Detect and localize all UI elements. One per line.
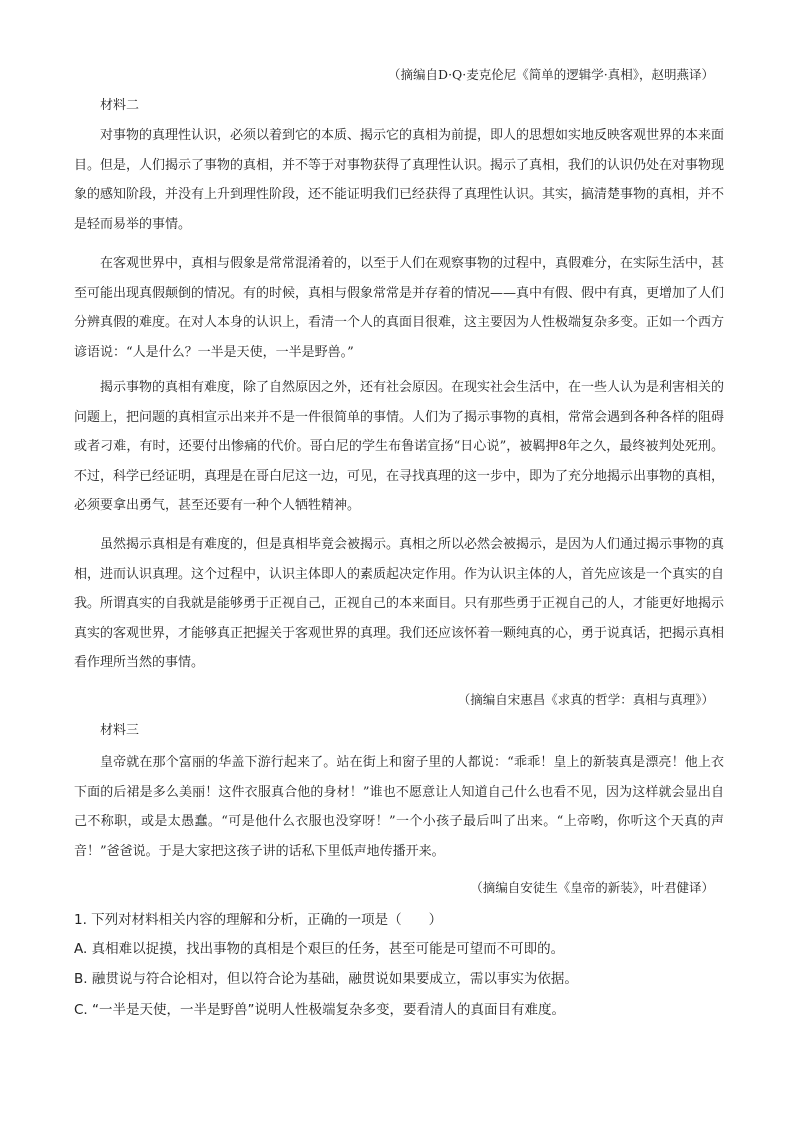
question-option-c: C. “一半是天使，一半是野兽”说明人性极端复杂多变，要看清人的真面目有难度。 <box>74 1002 565 1018</box>
material2-paragraph-1: 对事物的真理性认识，必须以着到它的本质、揭示它的真相为前提，即人的思想如实地反映客观世界的本来面目。但是，人们揭示了事物的真相，并不等于对事物获得了真理性认识。揭示了真相，我们的认识仍处在对事物现象的感知阶段，并没有上升到理性阶段，还不能证明我们已经获得了真理性认识。其实，搞清楚事物的真相，并不是轻而易举的事情。 <box>74 128 725 232</box>
question-option-a: A. 真相难以捉摸，找出事物的真相是个艰巨的任务，甚至可能是可望而不可即的。 <box>74 941 565 957</box>
question-stem: 1. 下列对材料相关内容的理解和分析，正确的一项是（ ） <box>74 912 443 928</box>
material2-paragraph-3: 揭示事物的真相有难度，除了自然原因之外，还有社会原因。在现实社会生活中，在一些人认为是利害相关的问题上，把问题的真相宣示出来并不是一件很简单的事情。人们为了揭示事物的真相，常常会遇到各种各样的阻碍或者刁难，有时，还要付出惨痛的代价。哥白尼的学生布鲁诺宣扬“日心说”，被羁押8年之久，最终被判处死刑。不过，科学已经证明，真理是在哥白尼这一边，可见，在寻找真理的这一步中，即为了充分地揭示出事物的真相，必须要拿出勇气，甚至还要有一种个人牺牲精神。 <box>74 380 725 513</box>
material2-paragraph-4: 虽然揭示真相是有难度的，但是真相毕竟会被揭示。真相之所以必然会被揭示，是因为人们通过揭示事物的真相，进而认识真理。这个过程中，认识主体即人的素质起决定作用。作为认识主体的人，首先应该是一个真实的自我。所谓真实的自我就是能够勇于正视自己，正视自己的本来面目。只有那些勇于正视自己的人，才能更好地揭示真实的客观世界，才能够真正把握关于客观世界的真理。我们还应该怀着一颗纯真的心，勇于说真话，把揭示真相看作理所当然的事情。 <box>74 537 725 670</box>
question-option-b: B. 融贯说与符合论相对，但以符合论为基础，融贯说如果要成立，需以事实为依据。 <box>74 971 578 987</box>
material3-source: （摘编自安徒生《皇帝的新装》，叶君健译） <box>470 880 714 895</box>
material3-heading: 材料三 <box>100 723 140 738</box>
material3-paragraph: 皇帝就在那个富丽的华盖下游行起来了。站在街上和窗子里的人都说：“乖乖！皇上的新装真是漂亮！他上衣下面的后裙是多么美丽！这件衣服真合他的身材！”谁也不愿意让人知道自己什么也看不见，因为这样就会显出自己不称职，或是太愚蠢。“可是他什么衣服也没穿呀！”一个小孩子最后叫了出来。“上帝哟，你听这个天真的声音！”爸爸说。于是大家把这孩子讲的话私下里低声地传播开来。 <box>74 755 724 859</box>
material2-paragraph-2: 在客观世界中，真相与假象是常常混淆着的，以至于人们在观察事物的过程中，真假难分，在实际生活中，甚至可能出现真假颠倒的情况。有的时候，真相与假象常常是并存着的情况——真中有假、假中有真，更增加了人们分辨真假的难度。在对人本身的认识上，看清一个人的真面目很难，这主要因为人性极端复杂多变。正如一个西方谚语说：“人是什么？一半是天使，一半是野兽。” <box>74 256 725 360</box>
material1-source: （摘编自D·Q·麦克伦尼《简单的逻辑学·真相》，赵明燕译） <box>388 67 714 82</box>
material2-source: （摘编自宋惠昌《求真的哲学：真相与真理》） <box>457 692 714 707</box>
material2-heading: 材料二 <box>100 98 140 113</box>
